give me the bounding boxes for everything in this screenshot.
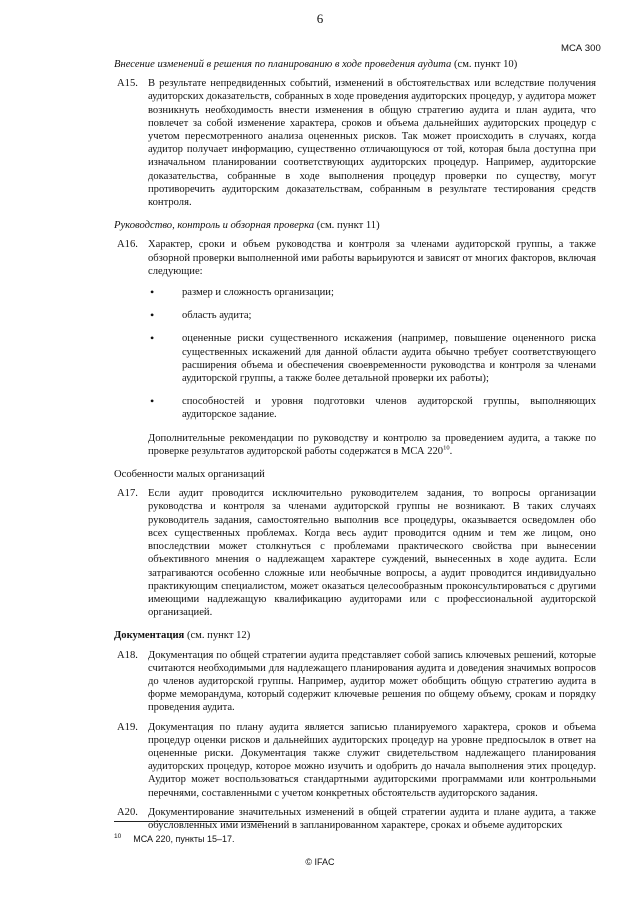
section-heading-small-entities [114, 468, 596, 481]
note-end: . [449, 445, 453, 457]
paragraph-number: A17. [117, 488, 138, 500]
section-title: Руководство, контроль и обзорная проверка [114, 220, 315, 232]
paragraph-a15 [114, 77, 596, 209]
paragraph-a16 [114, 238, 596, 278]
additional-guidance-note [114, 432, 596, 458]
section-heading-documentation [114, 629, 596, 642]
paragraph-number: A15. [117, 78, 138, 90]
footnote-divider [114, 821, 264, 822]
section-reference: (см. пункт 10) [451, 59, 518, 70]
section-reference: (см. пункт 12) [184, 630, 251, 642]
paragraph-text: Если аудит проводится исключительно руководителем задания, то вопросы организации руководства и контроля за членами аудиторской группы не возникают. В таких случаях руководитель задания, самостоятельно выполнив все процедуры, оказывается осведомлен обо всех существенных проблемах. Когда весь аудит проводится одним и тем же лицом, оно впоследствии может столкнуться с проблемами практического свойства при вынесении объективного мнения о надлежащем характере суждений, вынесенных в ходе аудита. Если затрагиваются особенно сложные или необычные вопросы, а аудит проводится индивидуально практикующим специалистом, может оказаться целесообразным проконсультироваться с другими имеющими надлежащую квалификацию аудиторами или с профессиональной аудиторской организацией. [148, 488, 596, 619]
paragraph-number: A19. [117, 721, 138, 733]
factors-list [148, 286, 596, 422]
list-item [148, 395, 596, 421]
paragraph-number: A20. [117, 806, 138, 818]
section-title: Документация [114, 630, 185, 642]
footnote-text: МСА 220, пункты 15–17. [133, 834, 235, 844]
section-heading-planning-changes [114, 58, 596, 71]
bullet-icon: • [150, 285, 155, 300]
document-code: МСА 300 [561, 43, 601, 54]
page-number: 6 [316, 11, 324, 26]
paragraph-a19 [114, 721, 596, 800]
bullet-icon: • [150, 331, 155, 346]
section-reference: (см. пункт 11) [314, 220, 380, 232]
list-item-text: способностей и уровня подготовки членов аудиторской группы, выполняющих аудиторское задание. [182, 396, 596, 421]
section-title: Особенности малых организаций [114, 469, 265, 481]
paragraph-number: A18. [117, 649, 138, 661]
footnote [114, 830, 235, 846]
copyright-notice: © IFAC [305, 857, 335, 867]
list-item-text: область аудита; [182, 310, 252, 322]
list-item [148, 286, 596, 299]
paragraph-text: Документация по общей стратегии аудита представляет собой запись ключевых решений, которые считаются необходимыми для надлежащего планирования аудита и доведения значимых вопросов до членов аудиторской группы. Например, аудитор может обобщить общую стратегию аудита в форме меморандума, который содержит ключевые решения по общему объему, срокам и порядку проведения аудита. [148, 649, 596, 714]
paragraph-a17 [114, 487, 596, 619]
list-item [148, 309, 596, 322]
paragraph-text: В результате непредвиденных событий, изменений в обстоятельствах или вследствие получения аудиторских доказательств, собранных в ходе проведения аудиторских процедур, у аудитора может возникнуть необходимость внести изменения в общую стратегию аудита и план аудита, что повлечет за собой изменение характера, сроков и объема дальнейших аудиторских процедур с учетом пересмотренного анализа оцененных рисков. Так может происходить в случаях, когда аудитор получает информацию, существенно отличающуюся от той, которая была доступна при изначальном планировании соответствующих аудиторских процедур. Например, аудиторские доказательства, собранные в ходе выполнения процедур проверки по существу, могут противоречить аудиторским доказательствам, собранным в результате тестирования средств контроля. [148, 78, 596, 209]
bullet-icon: • [150, 308, 155, 323]
list-item-text: размер и сложность организации; [182, 287, 334, 299]
paragraph-text: Характер, сроки и объем руководства и контроля за членами аудиторской группы, а также обзорной проверки выполненной ими работы варьируются и зависят от многих факторов, включая следующие: [148, 239, 596, 277]
bullet-icon: • [150, 394, 155, 409]
paragraph-text: Документирование значительных изменений в общей стратегии аудита и плане аудита, а также обусловленных ими изменений в запланированном характере, сроках и объеме аудиторских [148, 806, 596, 831]
page-content [114, 58, 596, 838]
paragraph-a18 [114, 649, 596, 715]
paragraph-text: Документация по плану аудита является записью планируемого характера, сроков и объема процедур оценки рисков и дальнейших аудиторских процедур на уровне предпосылок в ответ на оцененные риски. Документация также служит свидетельством надлежащего планирования аудиторских процедур, которое можно изучить и одобрить до начала выполнения этих процедур. Аудитор может воспользоваться стандартными аудиторскими программами или контрольными перечнями, составленными с учетом конкретных обстоятельств аудиторского задания. [148, 721, 596, 799]
list-item-text: оцененные риски существенного искажения (например, повышение оцененного риска существенных искажений для данной области аудита обычно требует соответствующего расширения объема и обеспечения своевременности руководства и контроля за членами аудиторской группы, а также более детальной проверки их работы); [182, 333, 596, 385]
section-title: Внесение изменений в решения по планированию в ходе проведения аудита [114, 59, 452, 70]
note-text: Дополнительные рекомендации по руководству и контролю за проведением аудита, а также по проверке результатов аудиторской работы содержатся в МСА 220 [148, 432, 596, 457]
section-heading-supervision [114, 219, 596, 232]
paragraph-number: A16. [117, 239, 138, 251]
footnote-reference: 10 [443, 444, 450, 452]
paragraph-a20 [114, 806, 596, 832]
list-item [148, 332, 596, 385]
footnote-number: 10 [114, 833, 122, 840]
